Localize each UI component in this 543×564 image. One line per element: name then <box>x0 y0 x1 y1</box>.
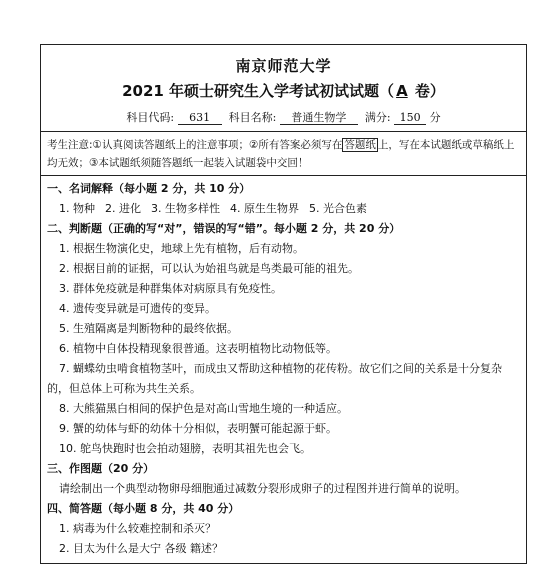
question-item: 3. 群体免疫就是种群集体对病原具有免疫性。 <box>59 282 282 295</box>
term-item: 1. 物种 <box>59 202 95 215</box>
question-item: 10. 鸵鸟快跑时也会拍动翅膀，表明其祖先也会飞。 <box>59 442 311 455</box>
notice-part1: 考生注意:①认真阅读答题纸上的注意事项；②所有答案必须写在 <box>47 139 343 151</box>
exam-title <box>41 80 526 101</box>
question-item: 8. 大熊猫黑白相间的保护色是对高山雪地生境的一种适应。 <box>59 402 348 415</box>
question-item: 5. 生殖隔离是判断物种的最终依据。 <box>59 322 238 335</box>
exam-header <box>41 45 526 132</box>
notice-part2: 上，写在本试题纸或草稿纸上均无效；③本试题纸须随答题纸一起装入试题袋中交回！ <box>47 139 515 169</box>
notice-boxed-word: 答题纸 <box>344 139 376 151</box>
question-item: 1. 根据生物演化史，地球上先有植物，后有动物。 <box>59 242 304 255</box>
section-1-subtitle: （每小题 2 分，共 10 分） <box>113 182 251 195</box>
term-item: 3. 生物多样性 <box>151 202 220 215</box>
subject-name: 普通生物学 <box>280 112 358 125</box>
section-3-title <box>47 459 522 479</box>
score-unit: 分 <box>429 111 441 124</box>
subject-meta <box>41 109 526 125</box>
section-3-heading: 三、作图题 <box>47 462 102 475</box>
exam-title-prefix: 2021 年硕士研究生入学考试初试试题（ <box>122 82 395 100</box>
exam-paper <box>40 44 527 564</box>
exam-notice <box>41 132 526 176</box>
code-label: 科目代码: <box>126 111 175 124</box>
section-2-title <box>47 219 522 239</box>
questions <box>41 176 526 559</box>
university-name: 南京师范大学 <box>235 57 332 75</box>
section-3-subtitle: （20 分） <box>102 462 155 475</box>
section-4-title <box>47 499 522 519</box>
paper-version: A <box>396 82 408 100</box>
section-4-subtitle: （每小题 8 分，共 40 分） <box>102 502 240 515</box>
term-item: 5. 光合色素 <box>309 202 367 215</box>
total-score: 150 <box>394 112 426 125</box>
question-item: 1. 病毒为什么较难控制和杀灭？ <box>59 522 216 535</box>
term-item: 2. 进化 <box>105 202 141 215</box>
question-item: 4. 遗传变异就是可遗传的变异。 <box>59 302 216 315</box>
section-2-heading: 二、判断题 <box>47 222 102 235</box>
score-label: 满分: <box>364 111 391 124</box>
drawing-question: 请绘制出一个典型动物卵母细胞通过减数分裂形成卵子的过程图并进行简单的说明。 <box>59 482 466 495</box>
section-4-heading: 四、简答题 <box>47 502 102 515</box>
question-item: 2. 目太为什么是大宁 各级 籍述？ <box>59 542 223 555</box>
section-2-subtitle: （正确的写“对”，错误的写“错”。每小题 2 分，共 20 分） <box>102 222 401 235</box>
section-1-heading: 一、名词解释 <box>47 182 113 195</box>
question-item: 7. 蝴蝶幼虫啃食植物茎叶，而成虫又帮助这种植物的花传粉。故它们之间的关系是十分复杂的，但总体上可称为共生关系。 <box>47 362 502 395</box>
name-label: 科目名称: <box>228 111 277 124</box>
question-item: 2. 根据目前的证据，可以认为始祖鸟就是鸟类最可能的祖先。 <box>59 262 359 275</box>
section-1-terms <box>47 199 522 219</box>
question-item: 6. 植物中自体投精现象很普通。这表明植物比动物低等。 <box>59 342 337 355</box>
exam-title-suffix: 卷） <box>409 82 445 100</box>
question-item: 9. 蟹的幼体与虾的幼体十分相似，表明蟹可能起源于虾。 <box>59 422 337 435</box>
section-1-title <box>47 179 522 199</box>
term-item: 4. 原生生物界 <box>230 202 299 215</box>
subject-code: 631 <box>178 112 222 125</box>
